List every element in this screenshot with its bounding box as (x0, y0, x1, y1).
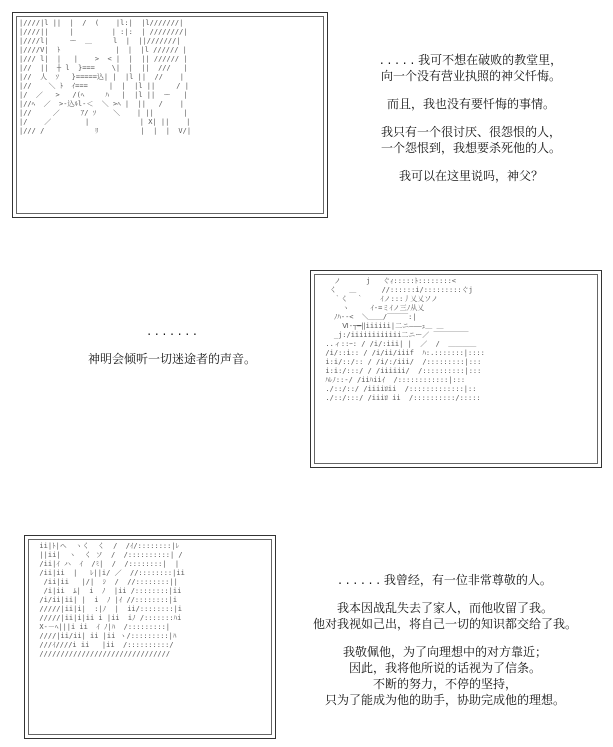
ascii-art-figure-3 (31, 542, 269, 732)
dialogue-line: 神明会倾听一切迷途者的声音。 (87, 352, 256, 366)
ascii-art-line: /i|ii ﾑ| i ﾉ |ii /::::::::|ii (31, 587, 190, 595)
ascii-art-line: /////////////////////////////// (31, 650, 183, 658)
dialogue-line: 不断的努力，不停的坚持， (372, 677, 517, 691)
ascii-art-line: Ⅵ-┬━‖iiiiii|二ニ―――ｭ＿ ＿ (317, 322, 482, 330)
ascii-art-line: |////l| ー ＿ l | ||///////| (19, 37, 181, 45)
ascii-art-line: /////|ii|i| :|ﾉ | ii/::::::::|i (31, 605, 191, 613)
line-spacer (280, 588, 610, 600)
dialogue-block-2 (62, 323, 282, 367)
ascii-art-panel-3 (24, 535, 276, 739)
line-spacer (62, 339, 282, 351)
ascii-art-line: |/// / ﾘ | | | V/| (19, 127, 192, 135)
dialogue-line: 一个怨恨到，我想要杀死他的人。 (380, 141, 561, 155)
dialogue-block-3 (280, 572, 610, 708)
dialogue-line: 而且，我也没有要忏悔的事情。 (386, 97, 555, 111)
ascii-art-line: く ＿ //::::::i/:::::::::ぐj (317, 286, 494, 294)
dialogue-line: . . . . . 我可不想在破败的教堂里， (379, 53, 563, 67)
ascii-art-line: /i/::i:: / /i/ii/iiif ﾊ:.:::::::|:::: (317, 349, 490, 357)
ascii-art-line: /ii|ii |/| ｼ / //::::::::|| (31, 578, 191, 586)
ascii-art-line: ///ｲ////i ii |ii /::::::::::/ (31, 641, 191, 649)
dialogue-line: 我可以在这里说吗，神父？ (398, 169, 543, 183)
dialogue-line: 只为了能成为他的助手，协助完成他的理想。 (324, 693, 565, 707)
ascii-art-line: ｀く ｀ ｲノ:::丿乂乂ソノ (317, 295, 481, 303)
dialogue-block-1 (336, 52, 606, 184)
line-spacer (336, 112, 606, 124)
ascii-art-line: ヽ ｲ-=ミｲノ三ﾉ从乂 (317, 304, 475, 312)
ascii-art-line: ./::/::/ /iiiiﾛii /:::::::::::::|:: (317, 385, 485, 393)
ascii-art-line: |// || ┼ l }=== \| | || /// | (19, 64, 188, 72)
ascii-art-line: /i/ii|ii| | i ﾉ |ｲ //::::::::|i (31, 596, 190, 604)
dialogue-line: 因此，我将他所说的话视为了信条。 (348, 661, 541, 675)
ascii-art-line: /////|ii|i|ii i |ii iﾉ /:::::::ﾊi (31, 614, 190, 622)
ascii-art-line: |////|l || | / ( |l:| |l///////| (19, 19, 184, 27)
dialogue-line: . . . . . . 我曾经，有一位非常尊敬的人。 (338, 573, 552, 587)
dialogue-line: 我敬佩他，为了向理想中的对方靠近； (342, 645, 547, 659)
ascii-art-line: ii|ﾄ|ヘ ヽく く / /ｲ/::::::::|ﾚ (31, 542, 188, 550)
line-spacer (280, 632, 610, 644)
ascii-art-line: ||ii| ヽ く ソ / /::::::::::| / (31, 551, 187, 559)
ascii-art-line: /ii|ii | ﾚ||i/ ／ //::::::::|ii (31, 569, 194, 577)
ascii-art-line: |//ﾍ ／ >-込ﾙl-＜ ＼ >ﾍ | || / | (19, 100, 184, 108)
dialogue-line: 我本因战乱失去了家人，而他收留了我。 (336, 601, 553, 615)
ascii-art-line: ﾊﾚﾉ::-/ /iiﾊiiｲ /::::::::::::|::: (317, 376, 478, 384)
ascii-art-panel-1 (12, 12, 328, 218)
ascii-art-figure-2 (317, 277, 595, 461)
ascii-art-line: |/ ／ | | X| || | (19, 118, 191, 126)
ascii-art-line: |/// l| | | > < | | || ////// | (19, 55, 188, 63)
ascii-art-figure-1 (19, 19, 321, 211)
ascii-art-line: X-－ﾍ|||i ii ｲ ﾉ|ﾊ /:::::::::| (31, 623, 183, 631)
dialogue-line: . . . . . . . (147, 324, 197, 338)
ascii-art-line: i:i:/:::/ / /iiiiii/ /::::::::::|::: (317, 367, 490, 375)
dialogue-line: 向一个没有营业执照的神父忏悔。 (380, 69, 561, 83)
ascii-art-line: |// 人 ｿ }=====込| | |l || // | (19, 73, 185, 81)
ascii-art-line: |// ＼ ﾄ ｲ=== | | |l || / | (19, 82, 189, 90)
dialogue-line: 我只有一个很讨厌、很怨恨的人， (380, 125, 561, 139)
ascii-art-line: ﾉﾊ--< ＼＿＿/￣￣￣:| (317, 313, 480, 321)
ascii-art-line: |// ／ ｱ/ ｿ ＼ | || | (19, 109, 188, 117)
ascii-art-line: ..ィ::ｰ: / /i/:iii| | ／ / ＿＿＿＿ (317, 340, 485, 348)
ascii-art-line: |////|| | | :|: | ////////| (19, 28, 188, 36)
line-spacer (336, 156, 606, 168)
ascii-art-line: /ii|ｲ ハ ｲ /ﾐ| / /::::::::| | (31, 560, 184, 568)
ascii-art-line: ノ j ぐｨ:::::ﾄ::::::::< (317, 277, 490, 285)
dialogue-line: 他对我视如己出，将自己一切的知识都交给了我。 (312, 617, 577, 631)
ascii-art-line: ./::/:::/ /iiiﾛ ii /::::::::::/::::: (317, 394, 490, 402)
ascii-art-line: _j:/iiiiiiiiiiii二ニー／ ￣￣￣￣￣ (317, 331, 482, 339)
ascii-art-line: |////V| ﾄ | | |l ////// | (19, 46, 187, 54)
ascii-art-panel-2 (310, 270, 602, 468)
line-spacer (336, 84, 606, 96)
ascii-art-line: i:i/::/:: / /i/:/iii/ /:::::::::|::: (317, 358, 490, 366)
ascii-art-line: |/ ／ > /(ﾍ ﾊ | |l || ー | (19, 91, 188, 99)
ascii-art-line: ////|ii/ii| ii |ii ヽ/:::::::::|ﾊ (31, 632, 190, 640)
